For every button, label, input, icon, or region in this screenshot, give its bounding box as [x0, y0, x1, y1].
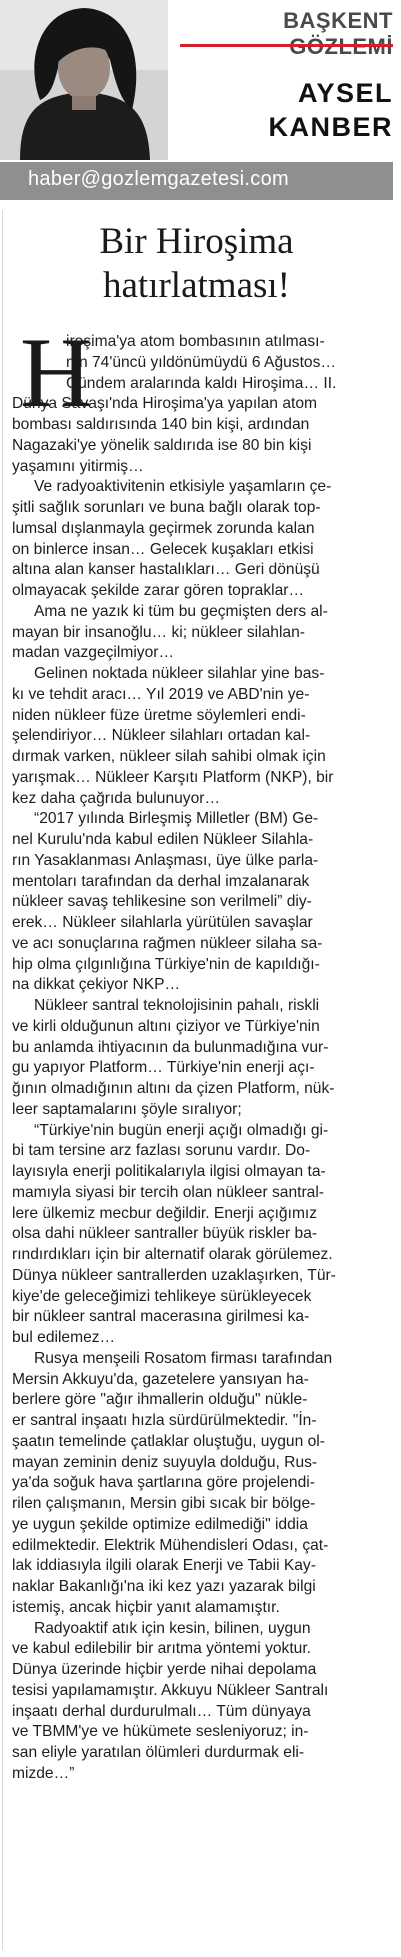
article-line: ya'da soğuk hava şartlarına göre projelendi- — [12, 1474, 315, 1492]
article-line: bul edilemez… — [12, 1329, 116, 1346]
article-line: Dünya nükleer santrallerden uzaklaşırken, Tür- — [12, 1266, 336, 1284]
article-line: istemiş, ancak hiçbir yanıt alamamıştır. — [12, 1598, 280, 1616]
article-line: yarışmak… Nükleer Karşıtı Platform (NKP), bir — [12, 768, 334, 786]
article-line: bombası saldırısında 140 bin kişi, ardından — [12, 416, 310, 433]
article-line: şitli sağlık sorunları ve buna bağlı olarak top- — [12, 499, 321, 516]
article-line: Radyoaktif atık için kesin, bilinen, uygun — [34, 1619, 311, 1637]
column-header — [0, 0, 401, 160]
article-line: rilen çalışmanın, Mersin gibi sıcak bir bölge- — [12, 1495, 316, 1512]
article-line: bu anlamda ihtiyacının da bulunmadığına vur- — [12, 1038, 329, 1056]
article-line: bir nükleer santral macerasına girilmesi ka- — [12, 1308, 310, 1326]
title-line: hatırlatması! — [103, 265, 290, 306]
author-photo — [0, 0, 168, 160]
article-line: inşaatı derhal durdurulmalı… Tüm dünyaya — [12, 1702, 311, 1720]
author-portrait-image — [0, 0, 168, 160]
article-line: gu yapıyor Platform… Türkiye'nin enerji açı- — [12, 1059, 315, 1077]
article-line: mentoları tarafından da derhal imzalanarak — [12, 872, 310, 890]
article-line: Gelinen noktada nükleer silahlar yine bas- — [34, 665, 325, 682]
article-line: lere ülkemiz mecbur değildir. Enerji açığımız — [12, 1204, 318, 1222]
article-line: “2017 yılında Birleşmiş Milletler (BM) Ge- — [34, 810, 319, 828]
article-line: lumsal dışlanmayla geçirmek zorunda kalan — [12, 519, 315, 537]
article-line: naklar Bakanlığı'na iki kez yazı yazarak bilgi — [12, 1578, 316, 1595]
article-line: ve acı sonuçlarına rağmen nükleer silaha sa- — [12, 934, 323, 952]
article-line: şelendiriyor… Nükleer silahları ortadan kal- — [12, 727, 311, 745]
article-line: ve kabul edilebilir bir arıtma yöntemi yoktur. — [12, 1640, 312, 1658]
article-line: Dünya üzerinde hiçbir yerde nihai depolama — [12, 1661, 317, 1678]
article-line: “Türkiye'nin bugün enerji açığı olmadığı gi- — [34, 1121, 329, 1139]
article-line: nükleer savaş tehlikesine son verilmeli” diy- — [12, 893, 312, 911]
article-line: layısıyla enerji politikalarıyla ilgisi olmayan ta- — [12, 1163, 326, 1180]
article-line: Ama ne yazık ki tüm bu geçmişten ders al- — [34, 602, 328, 620]
article-line: on binlerce insan… Gelecek kuşakları etkisi — [12, 540, 314, 558]
email-bar — [0, 162, 393, 200]
article-line: mayan bir insanoğlu… ki; nükleer silahlan- — [12, 623, 305, 641]
article-line: dırmak varken, nükleer silah sahibi olmak için — [12, 748, 326, 765]
article-line: kı ve tehdit aracı… Yıl 2019 ve ABD'nin ye- — [12, 685, 310, 703]
author-first-name: AYSEL — [297, 78, 393, 108]
article-line: na dikkat çekiyor NKP… — [12, 976, 181, 994]
author-last-name: KANBER — [268, 112, 393, 142]
article-line: nel Kurulu'nda kabul edilen Nükleer Silahla- — [12, 831, 314, 848]
article-line: berlere göre "ağır ihmallerin olduğu" nükle- — [12, 1391, 308, 1409]
article-line: Ve radyoaktivitenin etkisiyle yaşamların çe- — [34, 478, 332, 496]
article-line: kez daha çağrıda bulunuyor… — [12, 789, 221, 807]
article-line: er santral inşaatı hızla sürdürülmektedir. "İn- — [12, 1412, 317, 1429]
article-line: hip olma çılgınlığına Türkiye'nin de kapıldığı- — [12, 955, 320, 973]
article-line: Mersin Akkuyu'da, gazetelere yansıyan ha- — [12, 1370, 309, 1388]
title-line: Bir Hiroşima — [99, 221, 294, 262]
article-line: erek… Nükleer silahlarla yürütülen savaşlar — [12, 914, 313, 931]
article-line: san eliyle yaratılan ölümleri durdurmak eli- — [12, 1744, 305, 1761]
article-line: ve kirli olduğunun altını çiziyor ve Türkiye'nin — [12, 1017, 320, 1035]
article-line: ye uygun şekilde optimize edilmediği" iddia — [12, 1515, 308, 1533]
column-name: BAŞKENT — [283, 8, 393, 33]
drop-cap: H — [20, 317, 93, 428]
article-line: iroşima'ya atom bombasının atılması- — [66, 333, 325, 350]
article-line: rındırdıkları için bir alternatif olarak görülemez. — [12, 1246, 333, 1263]
article-line: mizde…” — [12, 1764, 75, 1782]
article-line: tesisi yapılamamıştır. Akkuyu Nükleer Santralı — [12, 1681, 329, 1699]
article-line: Gündem aralarında kaldı Hiroşima… II. — [66, 374, 337, 392]
article-line: rın Yasaklanması Anlaşması, üye ülke parla- — [12, 851, 319, 869]
article-line: şaatın temelinde çatlaklar oluştuğu, uygun ol- — [12, 1432, 325, 1450]
article-line: mamıyla siyasi bir tercih olan nükleer santral- — [12, 1183, 324, 1201]
article-line: Nükleer santral teknolojisinin pahalı, riskli — [34, 997, 320, 1014]
article-line: mayan zeminin deniz suyuyla dolduğu, Rus- — [12, 1453, 318, 1471]
article-line: lak iddiasıyla ilgili olarak Enerji ve Tabii Kay- — [12, 1557, 316, 1575]
article-line: ve TBMM'ye ve hükümete sesleniyoruz; in- — [12, 1723, 309, 1741]
accent-rule — [180, 44, 393, 47]
column-divider — [2, 210, 3, 1950]
article-line: Nagazaki'ye yönelik saldırıda ise 80 bin kişi — [12, 436, 312, 454]
author-email[interactable]: haber@gozlemgazetesi.com — [28, 168, 289, 190]
article-line: kiye'de geleceğimizi tehlikeye sürükleyecek — [12, 1287, 312, 1305]
article-line: bi tam tersine arz fazlası sorunu vardır. Do- — [12, 1142, 311, 1160]
article-line: olmayacak şekilde zarar gören topraklar… — [12, 582, 305, 599]
article-title — [0, 220, 393, 308]
article-line: nın 74'üncü yıldönümüydü 6 Ağustos… — [66, 353, 336, 371]
article-line: Dünya Savaşı'nda Hiroşima'ya yapılan atom — [12, 395, 317, 413]
article-line: Rusya menşeili Rosatom firması tarafından — [34, 1349, 333, 1367]
article-line: yaşamını yitirmiş… — [12, 457, 144, 475]
article-line: altına alan kanser hastalıkları… Geri dönüşü — [12, 561, 320, 579]
article-line: ğının olmadığının altını da çizen Platform, nük- — [12, 1080, 335, 1097]
article-line: olsa dahi nükleer santraller büyük riskler ba- — [12, 1225, 318, 1243]
article-line: madan vazgeçilmiyor… — [12, 644, 175, 662]
article-line: niden nükleer füze üretme söylemleri endi- — [12, 706, 306, 724]
article-line: leer saptamalarını şöyle sıralıyor; — [12, 1100, 242, 1118]
article-line: edilmektedir. Elektrik Mühendisleri Odası, çat- — [12, 1536, 329, 1554]
